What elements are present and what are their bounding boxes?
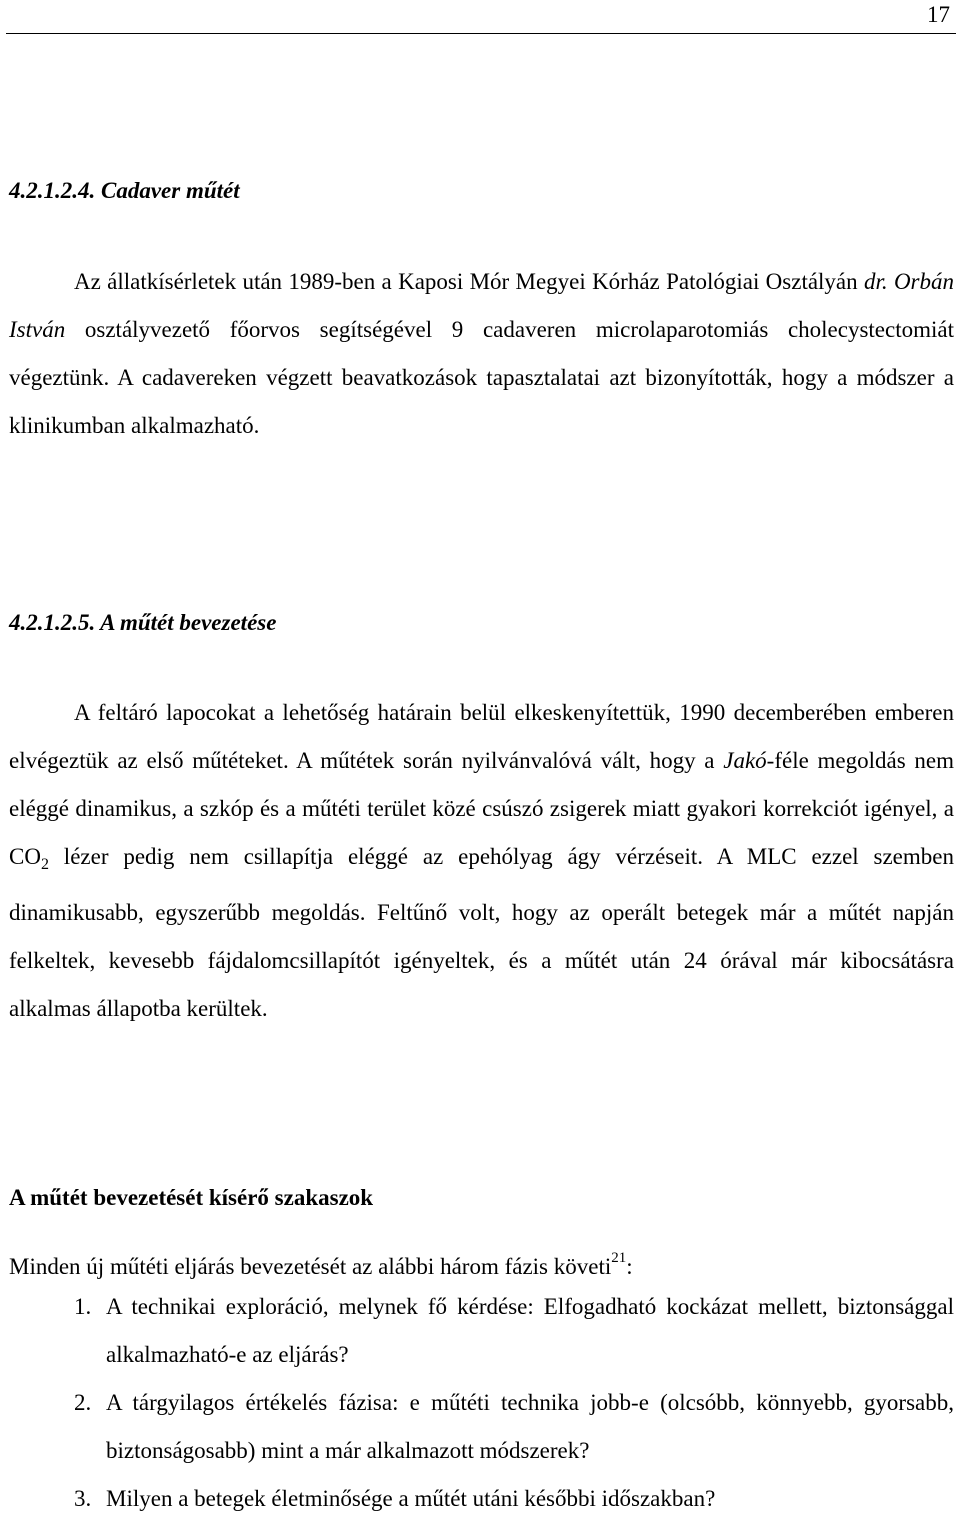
list-item-number: 3. <box>74 1486 92 1511</box>
list-item <box>74 1379 954 1475</box>
reference-superscript: 21 <box>611 1250 627 1266</box>
list-item-text: A tárgyilagos értékelés fázisa: e műtéti technika jobb-e (olcsóbb, könnyebb, gyorsabb, biztonságosabb) mint a már alkalmazott módszerek? <box>106 1390 954 1463</box>
header-rule <box>6 33 956 34</box>
list-item <box>74 1475 954 1523</box>
list-item-text: A technikai exploráció, melynek fő kérdése: Elfogadható kockázat mellett, biztonsággal alkalmazható-e az eljárás? <box>106 1294 954 1367</box>
paragraph-introduction-text-a: A feltáró lapocokat a lehetőség határain belül elkeskenyítettük, 1990 decemberében emberen elvégeztük az első műtéteket. A műtétek során nyilvánvalóvá vált, hogy a <box>9 700 954 773</box>
page-number: 17 <box>927 2 950 27</box>
paragraph-cadaver-text-a: Az állatkísérletek után 1989-ben a Kaposi Mór Megyei Kórház Patológiai Osztályán <box>74 269 864 294</box>
co2-subscript: 2 <box>40 856 49 873</box>
phases-intro-text: Minden új műtéti eljárás bevezetését az alábbi három fázis követi <box>9 1254 612 1279</box>
paragraph-cadaver <box>9 258 954 450</box>
section-heading-cadaver: 4.2.1.2.4. Cadaver műtét <box>9 178 240 203</box>
list-item <box>74 1283 954 1379</box>
phases-intro-colon: : <box>626 1254 633 1279</box>
paragraph-introduction-text-b: -féle megoldás nem eléggé dinamikus, a szkóp és a műtéti terület közé csúszó zsigerek miatt gyakori korrekciót igényel, a CO <box>9 748 954 869</box>
person-name-jako: Jakó <box>723 748 767 773</box>
paragraph-introduction-text-c: lézer pedig nem csillapítja eléggé az epehólyag ágy vérzéseit. A MLC ezzel szemben dinamikusabb, egyszerűbb megoldás. Feltűnő volt, hogy az operált betegek már a műtét napján felkeltek, kevesebb fájdalomcsillapítót igényeltek, és a műtét után 24 órával már kibocsátásra alkalmas állapotba kerültek. <box>9 844 954 1021</box>
section-heading-introduction: 4.2.1.2.5. A műtét bevezetése <box>9 610 277 635</box>
paragraph-introduction <box>9 689 954 1033</box>
section-heading-phases: A műtét bevezetését kísérő szakaszok <box>9 1185 374 1210</box>
list-item-text: Milyen a betegek életminősége a műtét utáni későbbi időszakban? <box>106 1486 716 1511</box>
list-item-number: 1. <box>74 1294 92 1319</box>
paragraph-cadaver-text-b: osztályvezető főorvos segítségével 9 cadaveren microlaparotomiás cholecystectomiát végeztünk. A cadavereken végzett beavatkozások tapasztalatai azt bizonyították, hogy a módszer a klinikumban alkalmazható. <box>9 317 954 438</box>
list-item-number: 2. <box>74 1390 92 1415</box>
person-name-orban: dr. Orbán István <box>9 269 955 342</box>
